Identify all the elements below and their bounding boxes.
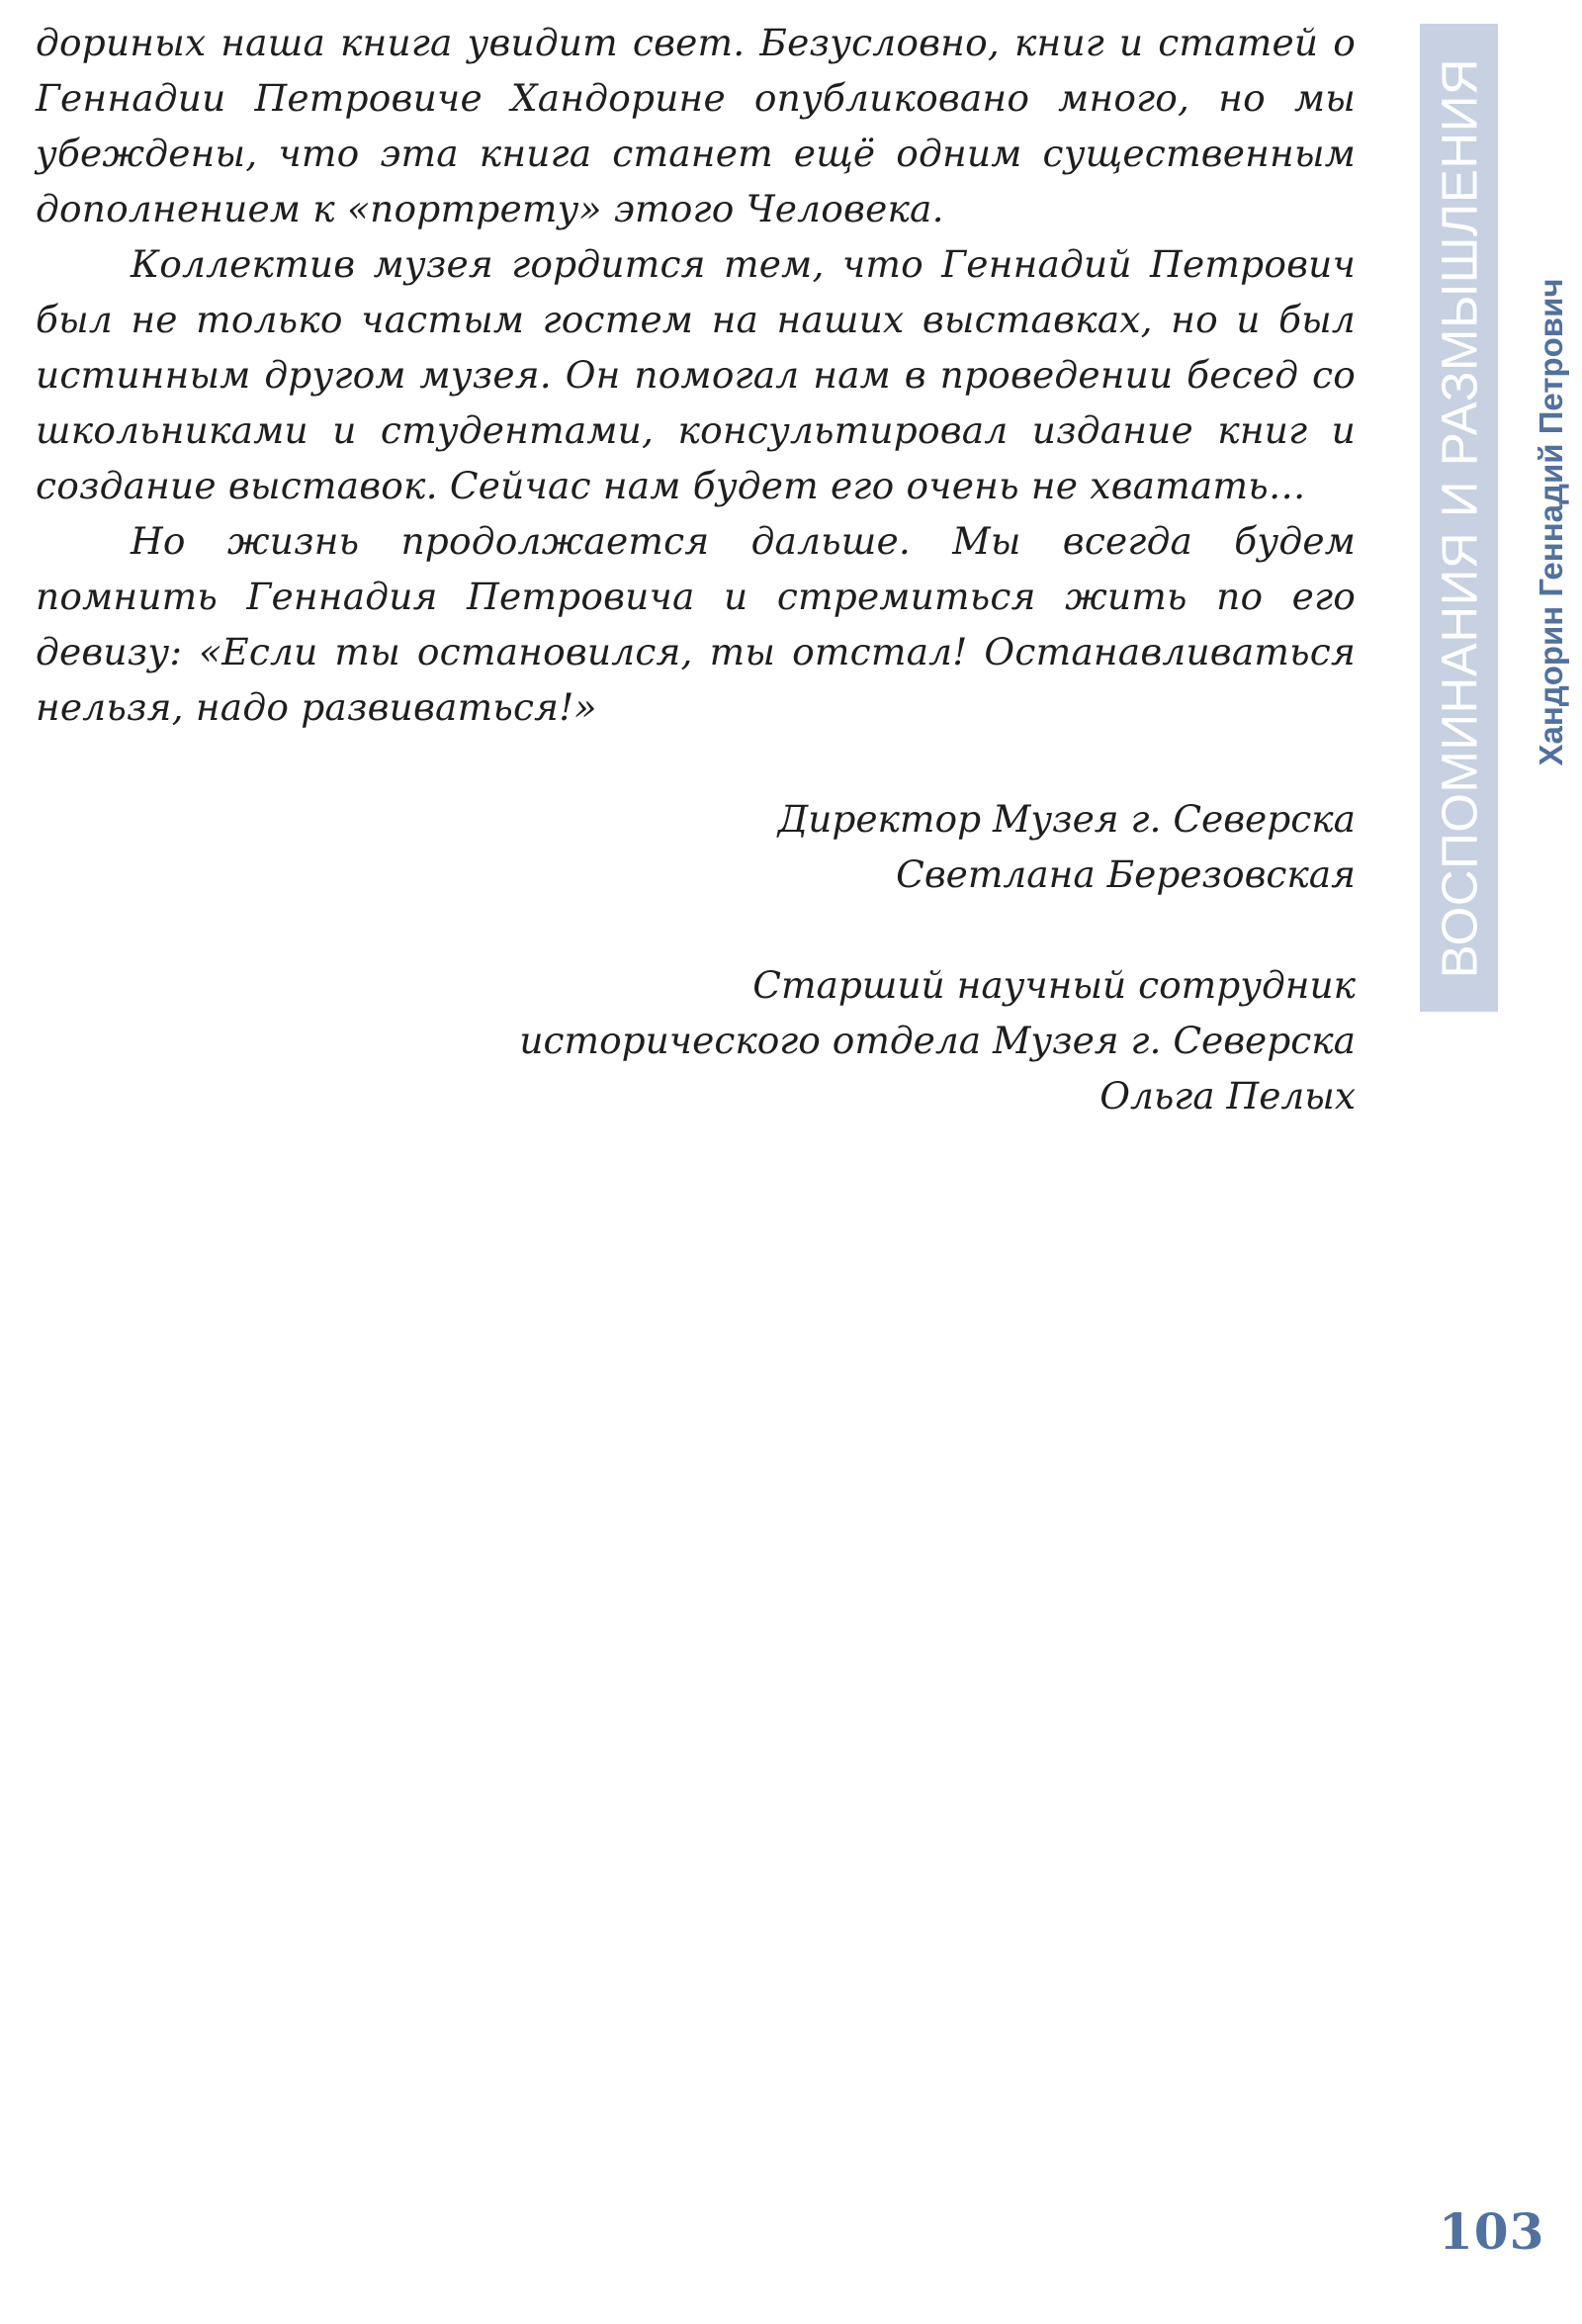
page-body xyxy=(36,15,1356,1123)
signature-name: Светлана Березовская xyxy=(896,852,1356,896)
signature-title: Старший научный сотрудник xyxy=(752,963,1356,1007)
signature-researcher xyxy=(36,957,1356,1123)
paragraph-1: дориных наша книга увидит свет. Безусловно, книг и статей о Геннадии Петровиче Хандорине опубликовано много, но мы убеждены, что эта книга станет ещё одним существенным дополнением к «портрету» этого Человека. xyxy=(36,21,1356,230)
signature-director xyxy=(36,791,1356,902)
page-number: 103 xyxy=(1439,2202,1545,2261)
signature-title: Директор Музея г. Северска xyxy=(777,797,1356,841)
running-head-person-name: Хандорин Геннадий Петрович xyxy=(1533,278,1569,766)
section-title: ВОСПОМИНАНИЯ И РАЗМЫШЛЕНИЯ xyxy=(1431,57,1488,979)
signature-name: Ольга Пелых xyxy=(1099,1074,1356,1117)
signature-department: исторического отдела Музея г. Северска xyxy=(519,1019,1356,1062)
paragraph-2: Коллектив музея гордится тем, что Геннадий Петрович был не только частым гостем на наших выставках, но и был истинным другом музея. Он помогал нам в проведении бесед со школьниками и студентами, консультировал издание книг и создание выставок. Сейчас нам будет его очень не хватать… xyxy=(36,242,1356,507)
paragraph-3: Но жизнь продолжается дальше. Мы всегда будем помнить Геннадия Петровича и стремиться жить по его девизу: «Если ты остановился, ты отстал! Останавливаться нельзя, надо развиваться!» xyxy=(36,519,1356,729)
